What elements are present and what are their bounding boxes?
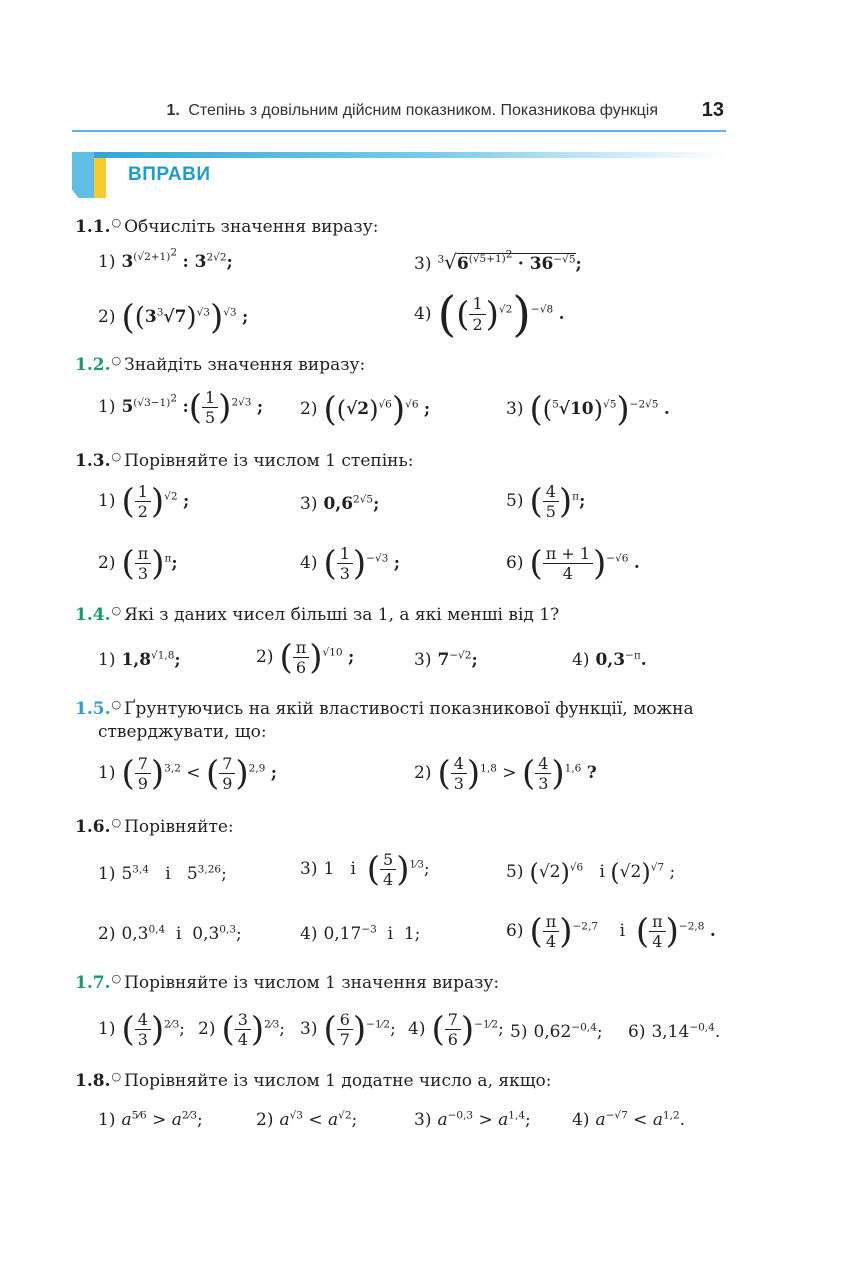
exercise-item: 4) ( $\frac{7}{6}$ )$^{-1⁄2}$; bbox=[408, 1009, 504, 1050]
exercise-item: 3) $((^5√10)^{√5})^{-2√5}$ . bbox=[506, 389, 670, 429]
exercise-item: 4) $0,3^{-\pi}$. bbox=[572, 649, 647, 670]
exercise-item: 1) $5^{(√3-1)^2}$ :( $\frac{1}{5}$ )$^{2√3}$ ; bbox=[98, 387, 264, 428]
exercise-item: 4) ( $\frac{1}{3}$ )$^{-√3}$ ; bbox=[300, 543, 401, 584]
exercise-item: 5) $0,62^{-0,4}$; bbox=[510, 1021, 603, 1042]
exercise-heading: 1.8.○ Порівняйте із числом 1 додатне число a, якщо: bbox=[75, 1070, 552, 1091]
exercise-item: 3) $7^{-√2}$; bbox=[414, 649, 478, 670]
exercise-item: 5) ( $\frac{4}{5}$ )$^\pi$; bbox=[506, 481, 586, 522]
exercise-heading: 1.5.○ Ґрунтуючись на якій властивості показникової функції, можна bbox=[75, 698, 694, 719]
exercise-item: 1) $1,8^{√1,8}$; bbox=[98, 649, 181, 670]
exercise-heading: 1.3.○ Порівняйте із числом 1 степінь: bbox=[75, 450, 414, 471]
exercise-item: 1) ( $\frac{1}{2}$ )$^{√2}$ ; bbox=[98, 481, 190, 522]
exercise-item: 2) ( $\frac{3}{4}$ )$^{2⁄3}$; bbox=[198, 1009, 286, 1050]
exercise-heading: 1.4.○ Які з даних чисел більші за 1, а які менші від 1? bbox=[75, 604, 560, 625]
exercise-item: 3) 1 і ( $\frac{5}{4}$ )$^{1⁄3}$; bbox=[300, 849, 430, 890]
exercise-item: 2) $a^{√3} < a^{√2}$; bbox=[256, 1109, 358, 1130]
exercise-item: 4) (( $\frac{1}{2}$ )$^{√2}$)$^{-√8}$ . bbox=[414, 286, 565, 342]
exercise-item: 2) $((√2)^{√6})^{√6}$ ; bbox=[300, 389, 431, 429]
exercise-item: 3) $^3√6^{(√5+1)^2} \cdot 36^{-√5}$; bbox=[414, 248, 582, 274]
exercise-item: 1) ( $\frac{7}{9}$ )$^{3,2}$ < ( $\frac{7}{9}$ )$^{2,9}$ ; bbox=[98, 753, 278, 794]
exercise-item: 4) $0,17^{-3}$ і 1; bbox=[300, 923, 421, 944]
section-title: ВПРАВИ bbox=[128, 164, 211, 185]
section-banner bbox=[72, 152, 728, 200]
exercise-heading: 1.1.○ Обчисліть значення виразу: bbox=[75, 216, 379, 237]
exercise-item: 6) ( $\frac{\pi + 1}{4}$ )$^{-√6}$ . bbox=[506, 543, 640, 584]
exercise-item: 3) ( $\frac{6}{7}$ )$^{-1⁄2}$; bbox=[300, 1009, 396, 1050]
exercise-item: 2) ( $\frac{\pi}{3}$ )$^\pi$; bbox=[98, 543, 178, 584]
exercise-item: 3) $0,6^{2√5}$; bbox=[300, 493, 380, 514]
running-head bbox=[72, 98, 726, 132]
exercise-heading: 1.7.○ Порівняйте із числом 1 значення виразу: bbox=[75, 972, 500, 993]
exercise-heading: 1.2.○ Знайдіть значення виразу: bbox=[75, 354, 366, 375]
exercise-item: 4) $a^{-√7} < a^{1,2}$. bbox=[572, 1109, 686, 1130]
exercise-item: 3) $a^{-0,3} > a^{1,4}$; bbox=[414, 1109, 531, 1130]
exercise-item: 2) $((3^3√7)^{√3})^{√3}$ ; bbox=[98, 297, 249, 337]
exercise-item: 1) $3^{(√2+1)^2}$ : $3^{2√2}$; bbox=[98, 246, 233, 272]
exercise-item: 2) ( $\frac{4}{3}$ )$^{1,8}$ > ( $\frac{4}{3}$ )$^{1,6}$ ? bbox=[414, 753, 597, 794]
exercise-item: 1) 5$^{3,4}$ і 5$^{3,26}$; bbox=[98, 863, 227, 884]
banner-stripe bbox=[86, 152, 728, 158]
exercise-item: 6) ( $\frac{\pi}{4}$ )$^{-2,7}$ і ( $\frac{\pi}{4}$ )$^{-2,8}$ . bbox=[506, 911, 716, 952]
exercise-heading-line2: стверджувати, що: bbox=[98, 722, 267, 742]
flag-yellow-icon bbox=[94, 158, 106, 198]
chapter-title: 1. Степінь з довільним дійсним показником. Показникова функція bbox=[166, 102, 658, 119]
exercise-item: 2) 0,3$^{0,4}$ і 0,3$^{0,3}$; bbox=[98, 923, 242, 944]
exercise-item: 1) ( $\frac{4}{3}$ )$^{2⁄3}$; bbox=[98, 1009, 186, 1050]
exercise-heading: 1.6.○ Порівняйте: bbox=[75, 816, 234, 837]
exercise-item: 6) $3,14^{-0,4}$. bbox=[628, 1021, 721, 1042]
exercise-item: 5) $(√2)^{√6}$ і $(√2)^{√7}$ ; bbox=[506, 858, 676, 886]
exercise-item: 1) $a^{5⁄6} > a^{2⁄3}$; bbox=[98, 1109, 203, 1130]
flag-blue-icon bbox=[72, 152, 94, 198]
exercise-item: 2) ( $\frac{\pi}{6}$ )$^{√10}$ ; bbox=[256, 637, 355, 678]
page-number: 13 bbox=[701, 99, 724, 121]
